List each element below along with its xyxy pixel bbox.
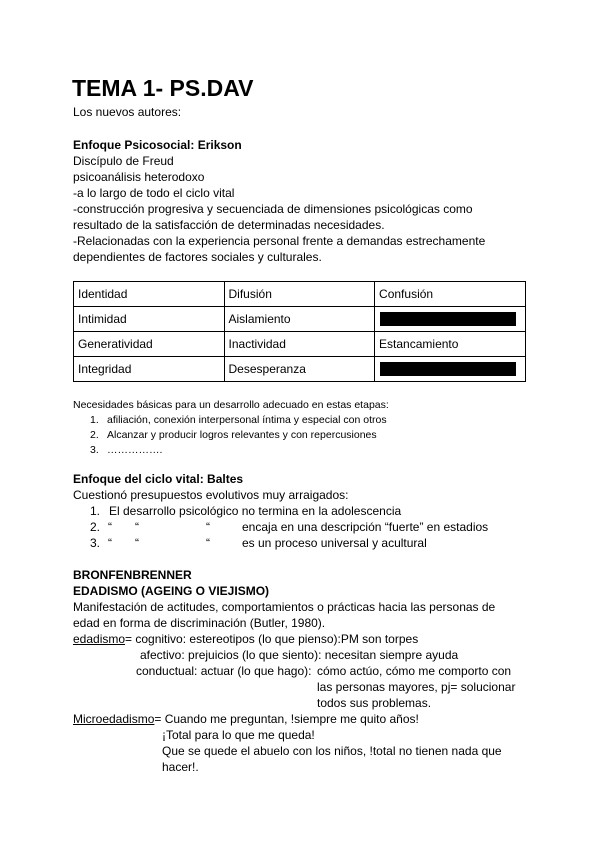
erikson-heading: Enfoque Psicosocial: Erikson [73,138,242,152]
stages-table [73,281,526,382]
table-row [74,307,526,332]
ditto-mark: “ [108,536,112,550]
microedadismo-line: Que se quede el abuelo con los niños, !total no tienen nada que [162,744,502,758]
baltes-item-text: es un proceso universal y acultural [242,536,427,550]
ditto-mark: “ [108,520,112,534]
ditto-mark: “ [135,520,139,534]
table-row [74,332,526,357]
needs-item: 2. Alcanzar y producir logros relevantes y con repercusiones [90,429,377,441]
edadismo-conductual: conductual: actuar (lo que hago): [136,664,312,678]
edadismo-line: Manifestación de actitudes, comportamientos o prácticas hacia las personas de [73,600,496,614]
table-row [74,282,526,307]
table-row [74,357,526,382]
table-cell: Difusión [224,282,375,307]
edadismo-line: edad en forma de discriminación (Butler, 1980). [73,616,326,630]
table-cell: Confusión [375,282,526,307]
needs-item: 1. afiliación, conexión interpersonal íntima y especial con otros [90,414,387,426]
erikson-line: resultado de la satisfacción de determinadas necesidades. [73,218,385,232]
baltes-item-text: encaja en una descripción “fuerte” en estadios [242,520,489,534]
baltes-intro: Cuestionó presupuestos evolutivos muy arraigados: [73,488,349,502]
microedadismo-line: ¡Total para lo que me queda! [162,728,315,742]
erikson-line: -construcción progresiva y secuenciada de dimensiones psicológicas como [73,202,473,216]
ditto-mark: “ [206,536,210,550]
erikson-line: psicoanálisis heterodoxo [73,170,205,184]
conductual-continuation: las personas mayores, pj= solucionar [317,680,516,694]
baltes-item-number: 3. [90,536,101,550]
erikson-line: Discípulo de Freud [73,154,174,168]
table-cell-redacted [375,357,526,382]
needs-heading: Necesidades básicas para un desarrollo adecuado en estas etapas: [73,399,389,411]
baltes-item-number: 2. [90,520,101,534]
conductual-continuation: todos sus problemas. [317,696,432,710]
edadismo-heading: EDADISMO (AGEING O VIEJISMO) [73,584,270,598]
table-cell: Generatividad [74,332,225,357]
table-cell: Integridad [74,357,225,382]
baltes-heading: Enfoque del ciclo vital: Baltes [73,472,244,486]
table-cell: Intimidad [74,307,225,332]
edadismo-definition: edadismo= cognitivo: estereotipos (lo que pienso):PM son torpes [73,632,419,646]
table-cell-redacted [375,307,526,332]
table-cell: Estancamiento [375,332,526,357]
redaction-bar [380,362,516,376]
microedadismo-definition: Microedadismo= Cuando me preguntan, !siempre me quito años! [73,712,419,726]
erikson-line: -a lo largo de todo el ciclo vital [73,186,235,200]
table-cell: Inactividad [224,332,375,357]
baltes-item: 1. El desarrollo psicológico no termina en la adolescencia [90,504,402,518]
table-cell: Desesperanza [224,357,375,382]
bronfenbrenner-heading: BRONFENBRENNER [73,568,192,582]
conductual-continuation: cómo actúo, cómo me comporto con [317,664,512,678]
erikson-line: -Relacionadas con la experiencia personal frente a demandas estrechamente [73,234,486,248]
microedadismo-term: Microedadismo [73,712,155,726]
intro-text: Los nuevos autores: [73,105,182,119]
edadismo-term: edadismo [73,632,126,646]
table-cell: Identidad [74,282,225,307]
edadismo-afectivo: afectivo: prejuicios (lo que siento): necesitan siempre ayuda [140,648,459,662]
table-cell: Aislamiento [224,307,375,332]
ditto-mark: “ [206,520,210,534]
erikson-line: dependientes de factores sociales y culturales. [73,250,322,264]
redaction-bar [380,312,516,326]
needs-item: 3. ……………. [90,444,163,456]
ditto-mark: “ [135,536,139,550]
page-title: TEMA 1- PS.DAV [72,75,254,101]
microedadismo-line: hacer!. [162,760,199,774]
